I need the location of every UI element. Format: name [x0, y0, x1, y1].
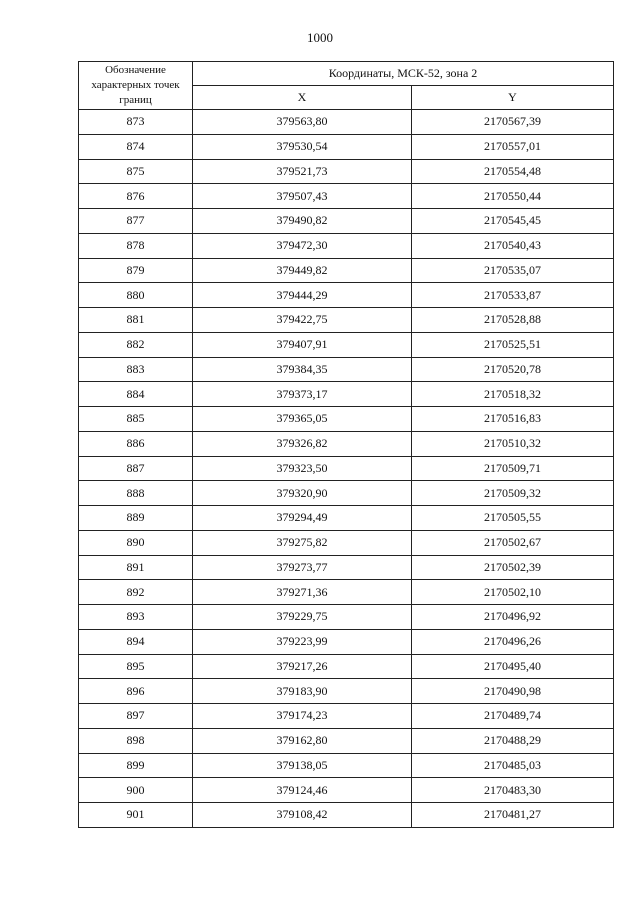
table-row: [79, 481, 614, 506]
x-coordinate-cell: 379320,90: [193, 481, 412, 506]
table-row: [79, 629, 614, 654]
y-coordinate-cell: 2170490,98: [412, 679, 614, 704]
x-coordinate-cell: 379507,43: [193, 184, 412, 209]
point-number-cell: 896: [79, 679, 193, 704]
point-number-cell: 878: [79, 233, 193, 258]
table-row: [79, 506, 614, 531]
table-row: [79, 679, 614, 704]
x-coordinate-cell: 379138,05: [193, 753, 412, 778]
x-coordinate-cell: 379530,54: [193, 134, 412, 159]
point-number-cell: 886: [79, 431, 193, 456]
x-coordinate-cell: 379449,82: [193, 258, 412, 283]
table-row: [79, 803, 614, 828]
y-coordinate-cell: 2170509,32: [412, 481, 614, 506]
x-coordinate-cell: 379217,26: [193, 654, 412, 679]
table-row: [79, 134, 614, 159]
point-number-cell: 885: [79, 407, 193, 432]
table-row: [79, 332, 614, 357]
point-number-cell: 889: [79, 506, 193, 531]
point-number-cell: 895: [79, 654, 193, 679]
y-coordinate-cell: 2170528,88: [412, 308, 614, 333]
table-row: [79, 456, 614, 481]
x-coordinate-cell: 379174,23: [193, 704, 412, 729]
table-row: [79, 308, 614, 333]
point-number-cell: 874: [79, 134, 193, 159]
y-coordinate-cell: 2170481,27: [412, 803, 614, 828]
x-coordinate-cell: 379323,50: [193, 456, 412, 481]
y-coordinate-cell: 2170489,74: [412, 704, 614, 729]
y-coordinate-cell: 2170505,55: [412, 506, 614, 531]
table-row: [79, 184, 614, 209]
x-coordinate-cell: 379124,46: [193, 778, 412, 803]
x-coordinate-cell: 379563,80: [193, 110, 412, 135]
x-coordinate-cell: 379373,17: [193, 382, 412, 407]
header-coordinates-group: Координаты, МСК-52, зона 2: [193, 62, 614, 86]
y-coordinate-cell: 2170516,83: [412, 407, 614, 432]
y-coordinate-cell: 2170502,10: [412, 580, 614, 605]
y-coordinate-cell: 2170535,07: [412, 258, 614, 283]
table-row: [79, 258, 614, 283]
x-coordinate-cell: 379162,80: [193, 728, 412, 753]
x-coordinate-cell: 379384,35: [193, 357, 412, 382]
table-row: [79, 357, 614, 382]
point-number-cell: 894: [79, 629, 193, 654]
table-row: [79, 159, 614, 184]
point-number-cell: 883: [79, 357, 193, 382]
table-row: [79, 778, 614, 803]
y-coordinate-cell: 2170567,39: [412, 110, 614, 135]
table-row: [79, 704, 614, 729]
point-number-cell: 887: [79, 456, 193, 481]
table-row: [79, 753, 614, 778]
coordinates-table: [78, 61, 614, 828]
point-number-cell: 893: [79, 605, 193, 630]
page-number: 1000: [307, 30, 333, 45]
x-coordinate-cell: 379108,42: [193, 803, 412, 828]
y-coordinate-cell: 2170496,26: [412, 629, 614, 654]
point-number-cell: 891: [79, 555, 193, 580]
y-coordinate-cell: 2170485,03: [412, 753, 614, 778]
point-number-cell: 880: [79, 283, 193, 308]
table-row: [79, 382, 614, 407]
point-number-cell: 897: [79, 704, 193, 729]
point-number-cell: 873: [79, 110, 193, 135]
x-coordinate-cell: 379326,82: [193, 431, 412, 456]
table-row: [79, 283, 614, 308]
x-coordinate-cell: 379275,82: [193, 530, 412, 555]
y-coordinate-cell: 2170502,39: [412, 555, 614, 580]
y-coordinate-cell: 2170502,67: [412, 530, 614, 555]
table-row: [79, 555, 614, 580]
point-number-cell: 876: [79, 184, 193, 209]
x-coordinate-cell: 379407,91: [193, 332, 412, 357]
point-number-cell: 888: [79, 481, 193, 506]
table-body: [79, 110, 614, 828]
table-row: [79, 407, 614, 432]
x-coordinate-cell: 379273,77: [193, 555, 412, 580]
table-row: [79, 233, 614, 258]
header-point-designation: Обозначение характерных точек границ: [79, 62, 193, 110]
point-number-cell: 879: [79, 258, 193, 283]
y-coordinate-cell: 2170520,78: [412, 357, 614, 382]
y-coordinate-cell: 2170554,48: [412, 159, 614, 184]
point-number-cell: 899: [79, 753, 193, 778]
y-coordinate-cell: 2170540,43: [412, 233, 614, 258]
y-coordinate-cell: 2170533,87: [412, 283, 614, 308]
x-coordinate-cell: 379521,73: [193, 159, 412, 184]
y-coordinate-cell: 2170550,44: [412, 184, 614, 209]
x-coordinate-cell: 379365,05: [193, 407, 412, 432]
y-coordinate-cell: 2170545,45: [412, 209, 614, 234]
y-coordinate-cell: 2170483,30: [412, 778, 614, 803]
point-number-cell: 898: [79, 728, 193, 753]
table-row: [79, 654, 614, 679]
y-coordinate-cell: 2170495,40: [412, 654, 614, 679]
table-row: [79, 580, 614, 605]
y-coordinate-cell: 2170510,32: [412, 431, 614, 456]
table-row: [79, 209, 614, 234]
point-number-cell: 884: [79, 382, 193, 407]
x-coordinate-cell: 379422,75: [193, 308, 412, 333]
point-number-cell: 877: [79, 209, 193, 234]
x-coordinate-cell: 379271,36: [193, 580, 412, 605]
point-number-cell: 892: [79, 580, 193, 605]
x-coordinate-cell: 379183,90: [193, 679, 412, 704]
table-row: [79, 728, 614, 753]
point-number-cell: 881: [79, 308, 193, 333]
table-row: [79, 530, 614, 555]
y-coordinate-cell: 2170488,29: [412, 728, 614, 753]
x-coordinate-cell: 379444,29: [193, 283, 412, 308]
table-row: [79, 431, 614, 456]
x-coordinate-cell: 379223,99: [193, 629, 412, 654]
x-coordinate-cell: 379294,49: [193, 506, 412, 531]
y-coordinate-cell: 2170557,01: [412, 134, 614, 159]
x-coordinate-cell: 379490,82: [193, 209, 412, 234]
point-number-cell: 890: [79, 530, 193, 555]
point-number-cell: 882: [79, 332, 193, 357]
x-coordinate-cell: 379229,75: [193, 605, 412, 630]
point-number-cell: 901: [79, 803, 193, 828]
point-number-cell: 900: [79, 778, 193, 803]
y-coordinate-cell: 2170518,32: [412, 382, 614, 407]
x-coordinate-cell: 379472,30: [193, 233, 412, 258]
header-x: X: [193, 86, 412, 110]
table-row: [79, 605, 614, 630]
table-row: [79, 110, 614, 135]
y-coordinate-cell: 2170525,51: [412, 332, 614, 357]
y-coordinate-cell: 2170496,92: [412, 605, 614, 630]
table-header: [79, 62, 614, 110]
point-number-cell: 875: [79, 159, 193, 184]
y-coordinate-cell: 2170509,71: [412, 456, 614, 481]
header-y: Y: [412, 86, 614, 110]
